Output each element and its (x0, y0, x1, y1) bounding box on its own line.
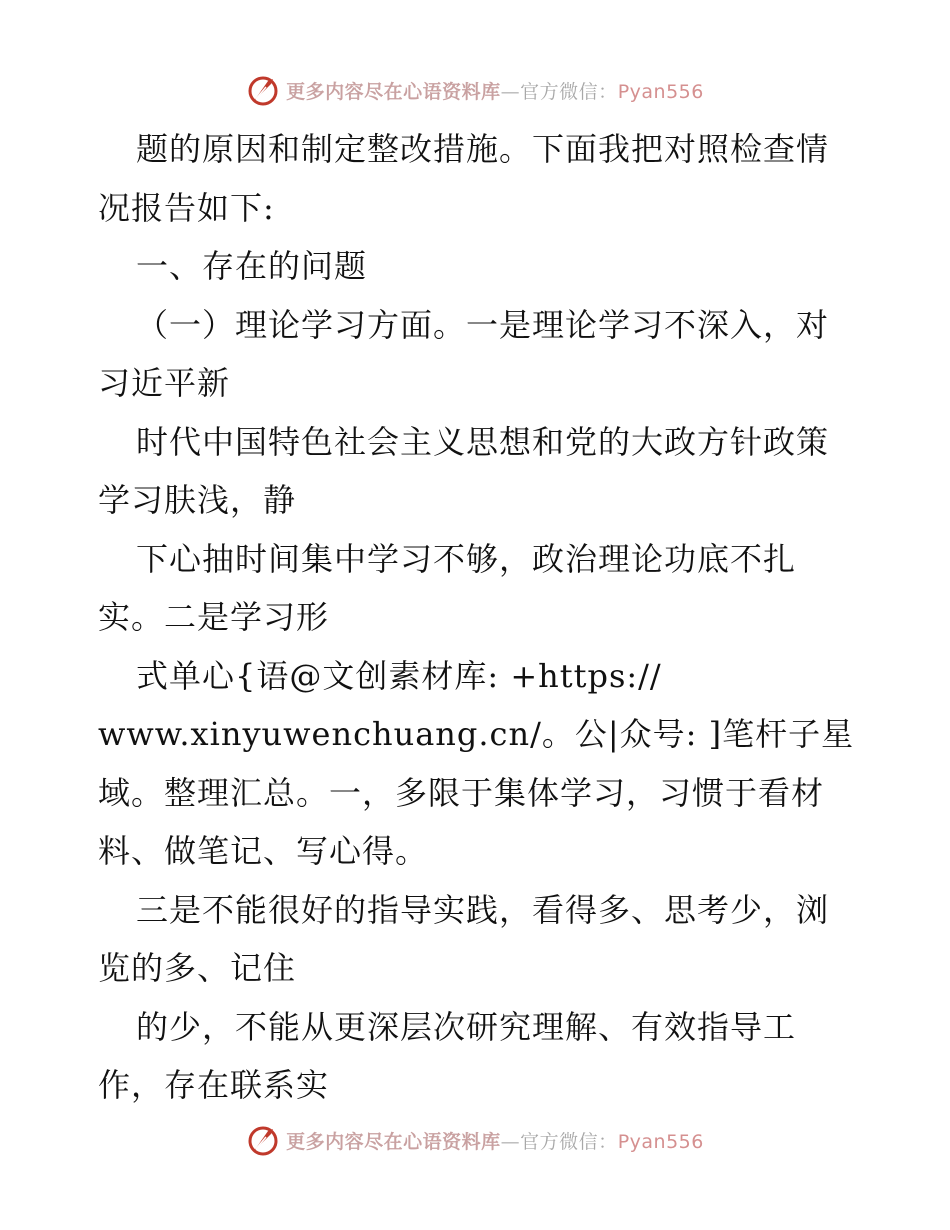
text-line: 题的原因和制定整改措施。下面我把对照检查情 (136, 130, 830, 168)
text-line: 习近平新 (98, 364, 231, 402)
text-line: 一、存在的问题 (136, 247, 368, 285)
header-banner (0, 70, 950, 110)
header-banner-text (286, 77, 704, 104)
text-line: 览的多、记住 (98, 949, 297, 987)
text-line: 作，存在联系实 (98, 1066, 330, 1104)
text-line: 料、做笔记、写心得。 (98, 832, 429, 870)
header-separator: — (500, 80, 521, 103)
header-wechat-id: Pyan556 (617, 80, 704, 103)
text-line: （一）理论学习方面。一是理论学习不深入，对 (136, 305, 830, 344)
footer-wechat-id: Pyan556 (617, 1130, 704, 1153)
text-line: 域。整理汇总。一，多限于集体学习，习惯于看材 (98, 773, 825, 812)
footer-brand: 更多内容尽在心语资料库 (286, 1130, 501, 1153)
text-line: 式单心{语@文创素材库: +https:// (136, 656, 662, 695)
quill-pen-logo-icon (246, 1123, 280, 1157)
text-line: 时代中国特色社会主义思想和党的大政方针政策 (136, 422, 830, 461)
document-body (98, 120, 858, 1115)
text-line: 况报告如下: (98, 188, 275, 227)
text-line: www.xinyuwenchuang.cn/。公|众号: ]笔杆子星 (98, 715, 855, 753)
quill-pen-logo-icon (246, 73, 280, 107)
footer-wechat-label: 官方微信： (520, 1130, 618, 1153)
text-line: 学习肤浅，静 (98, 481, 297, 519)
header-wechat-label: 官方微信： (520, 80, 618, 103)
footer-separator: — (500, 1130, 521, 1153)
footer-banner-text (286, 1127, 704, 1154)
text-line: 三是不能很好的指导实践，看得多、思考少，浏 (136, 890, 830, 929)
footer-banner (0, 1120, 950, 1160)
text-line: 下心抽时间集中学习不够，政治理论功底不扎 (136, 539, 797, 578)
header-brand: 更多内容尽在心语资料库 (286, 80, 501, 103)
text-line: 的少，不能从更深层次研究理解、有效指导工 (136, 1007, 797, 1046)
text-line: 实。二是学习形 (98, 598, 330, 636)
